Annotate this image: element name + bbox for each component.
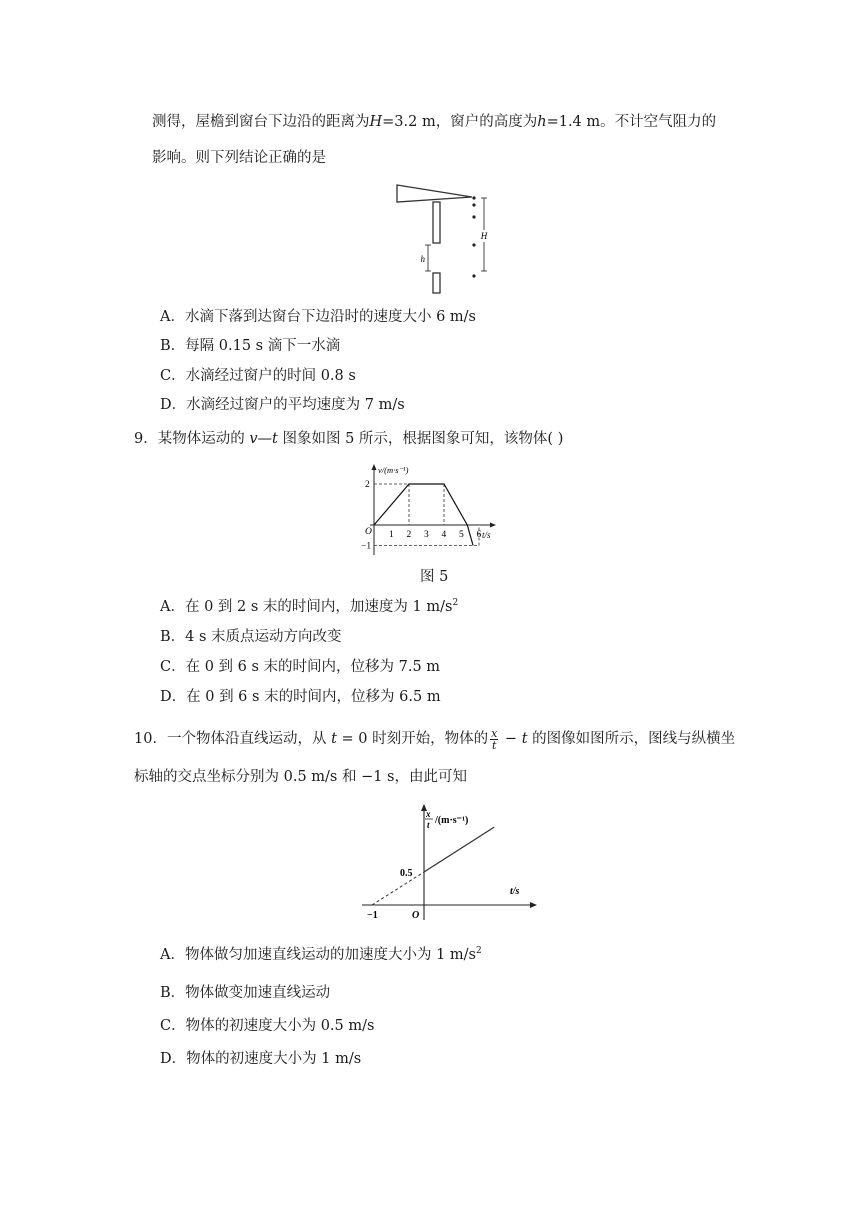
q10-option-a: A．物体做匀加速直线运动的加速度大小为 1 $m/s^2$ [160,946,482,963]
vt-graph [360,460,510,560]
q8-intro-line2: 影响。则下列结论正确的是 [152,150,326,166]
xt-origin-label: O [412,910,420,921]
drop-1 [472,196,475,199]
vt-x-tick-label: 4 [441,530,447,540]
q9-option-d: D．在 0 到 6 s 末的时间内，位移为 6.5 m [160,689,441,705]
vt-origin-label: O [365,527,372,537]
vt-x-tick-label: 1 [389,530,394,540]
xt-t-graph [360,802,540,922]
h-label: h [420,254,425,264]
q8-option-d: D．水滴经过窗户的平均速度为 7 m/s [160,397,405,413]
eave-window-diagram [392,180,502,300]
wall-lower [433,273,440,293]
H-label: H [480,231,488,241]
q10-stem-line1: 10．一个物体沿直线运动，从 t = 0 时刻开始，物体的 $\frac{x}{t}$ − t 的图像如图所示，图线与纵横坐 [134,726,736,752]
wall-upper [433,202,440,243]
q10-option-b: B．物体做变加速直线运动 [160,985,331,1001]
xt-y-label-den: t [427,820,430,830]
vt-x-tick-label: 6 [476,530,482,540]
eave-shape [397,185,472,202]
q9-stem: 9．某物体运动的 v—t 图象如图 5 所示，根据图象可知，该物体( ) [134,431,564,447]
drop-2 [472,203,475,206]
vt-x-tick-label: 3 [424,530,429,540]
vt-x-tick-label: 5 [459,530,464,540]
q8-option-c: C．水滴经过窗户的时间 0.8 s [160,368,356,384]
drop-5 [472,274,475,277]
q10-stem-line2: 标轴的交点坐标分别为 0.5 m/s 和 −1 s，由此可知 [134,769,467,785]
xt-series-line [424,827,494,872]
q9-option-c: C．在 0 到 6 s 末的时间内，位移为 7.5 m [160,659,441,675]
xt-y-label-num: x [426,809,431,819]
q9-caption: 图 5 [420,569,449,585]
q8-option-b: B．每隔 0.15 s 滴下一水滴 [160,338,341,354]
vt-y-tick-label: 2 [365,480,370,490]
drop-4 [472,243,475,246]
q8-option-a: A．水滴下落到达窗台下边沿时的速度大小 6 m/s [160,309,476,325]
q10-option-d: D．物体的初速度大小为 1 m/s [160,1051,362,1067]
q9-option-a: A．在 0 到 2 s 末的时间内，加速度为 1 $m/s^2$ [160,598,459,615]
xt-dashed-extension [372,872,424,905]
vt-x-label: t/s [482,530,491,540]
q9-option-b: B．4 s 末质点运动方向改变 [160,629,342,645]
q10-fraction: $\frac{x}{t}$ [491,726,498,752]
drop-3 [472,215,475,218]
xt-y-label-unit: /(m·s⁻¹) [435,815,469,826]
xt-x-intercept-label: −1 [367,910,378,921]
xt-y-intercept-label: 0.5 [400,868,413,879]
vt-y-label: v/(m·s⁻¹) [378,465,409,475]
vt-x-tick-label: 2 [406,530,412,540]
xt-x-label: t/s [510,886,520,897]
q8-intro-line1: 测得，屋檐到窗台下边沿的距离为H=3.2 m，窗户的高度为h=1.4 m。不计空气阻力的 [152,114,717,130]
vt-y-tick-label: −1 [361,541,372,552]
q10-option-c: C．物体的初速度大小为 0.5 m/s [160,1018,375,1034]
